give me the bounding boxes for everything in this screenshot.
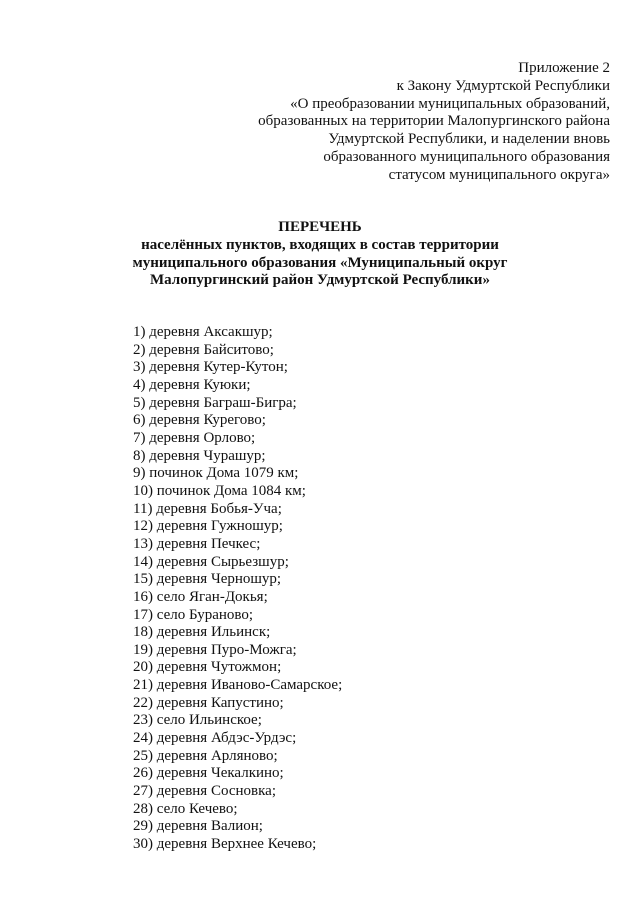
- appendix-line: к Закону Удмуртской Республики: [396, 77, 610, 94]
- list-item: 12) деревня Гужношур;: [133, 518, 283, 535]
- list-item: 10) починок Дома 1084 км;: [133, 482, 306, 499]
- list-item: 5) деревня Баграш-Бигра;: [133, 394, 297, 411]
- list-item: 13) деревня Печкес;: [133, 535, 261, 552]
- list-item: 9) починок Дома 1079 км;: [133, 465, 299, 482]
- list-item: 18) деревня Ильинск;: [133, 624, 271, 641]
- document-heading: [0, 219, 640, 290]
- appendix-line: «О преобразовании муниципальных образований,: [290, 95, 610, 112]
- list-item: 8) деревня Чурашур;: [133, 447, 266, 464]
- list-item: 15) деревня Черношур;: [133, 571, 282, 588]
- document-subtitle: [0, 237, 640, 289]
- subtitle-line: Малопургинский район Удмуртской Республики»: [150, 272, 490, 289]
- list-item: 24) деревня Абдэс-Урдэс;: [133, 730, 297, 747]
- list-item: 1) деревня Аксакшур;: [133, 324, 273, 340]
- list-item: 16) село Яган-Докья;: [133, 588, 268, 605]
- list-item: 2) деревня Байситово;: [133, 341, 274, 358]
- list-item: 30) деревня Верхнее Кечево;: [133, 836, 317, 853]
- list-item: 23) село Ильинское;: [133, 712, 262, 729]
- subtitle-line: населённых пунктов, входящих в состав территории: [141, 237, 499, 254]
- list-item: 21) деревня Иваново-Самарское;: [133, 677, 343, 694]
- list-item: 14) деревня Сырьезшур;: [133, 553, 289, 570]
- settlements-list: [133, 324, 342, 854]
- list-item: 3) деревня Кутер-Кутон;: [133, 359, 288, 376]
- list-item: 6) деревня Курегово;: [133, 412, 266, 429]
- list-item: 28) село Кечево;: [133, 800, 238, 817]
- list-item: 22) деревня Капустино;: [133, 694, 284, 711]
- appendix-header: [190, 60, 610, 185]
- list-item: 20) деревня Чутожмон;: [133, 659, 282, 676]
- list-item: 4) деревня Куюки;: [133, 376, 251, 393]
- appendix-line: Приложение 2: [518, 60, 610, 76]
- list-item: 19) деревня Пуро-Можга;: [133, 641, 297, 658]
- appendix-line: образованного муниципального образования: [323, 148, 610, 165]
- list-item: 29) деревня Валион;: [133, 818, 263, 835]
- document-title: ПЕРЕЧЕНЬ: [278, 219, 362, 235]
- list-item: 26) деревня Чекалкино;: [133, 765, 284, 782]
- list-item: 7) деревня Орлово;: [133, 429, 256, 446]
- list-item: 27) деревня Сосновка;: [133, 783, 276, 800]
- subtitle-line: муниципального образования «Муниципальный округ: [132, 254, 508, 271]
- appendix-line: образованных на территории Малопургинского района: [258, 113, 610, 130]
- list-item: 17) село Бураново;: [133, 606, 254, 623]
- appendix-line: статусом муниципального округа»: [388, 166, 610, 183]
- list-item: 25) деревня Арляново;: [133, 747, 278, 764]
- list-item: 11) деревня Бобья-Уча;: [133, 500, 282, 517]
- appendix-line: Удмуртской Республики, и наделении вновь: [328, 131, 610, 148]
